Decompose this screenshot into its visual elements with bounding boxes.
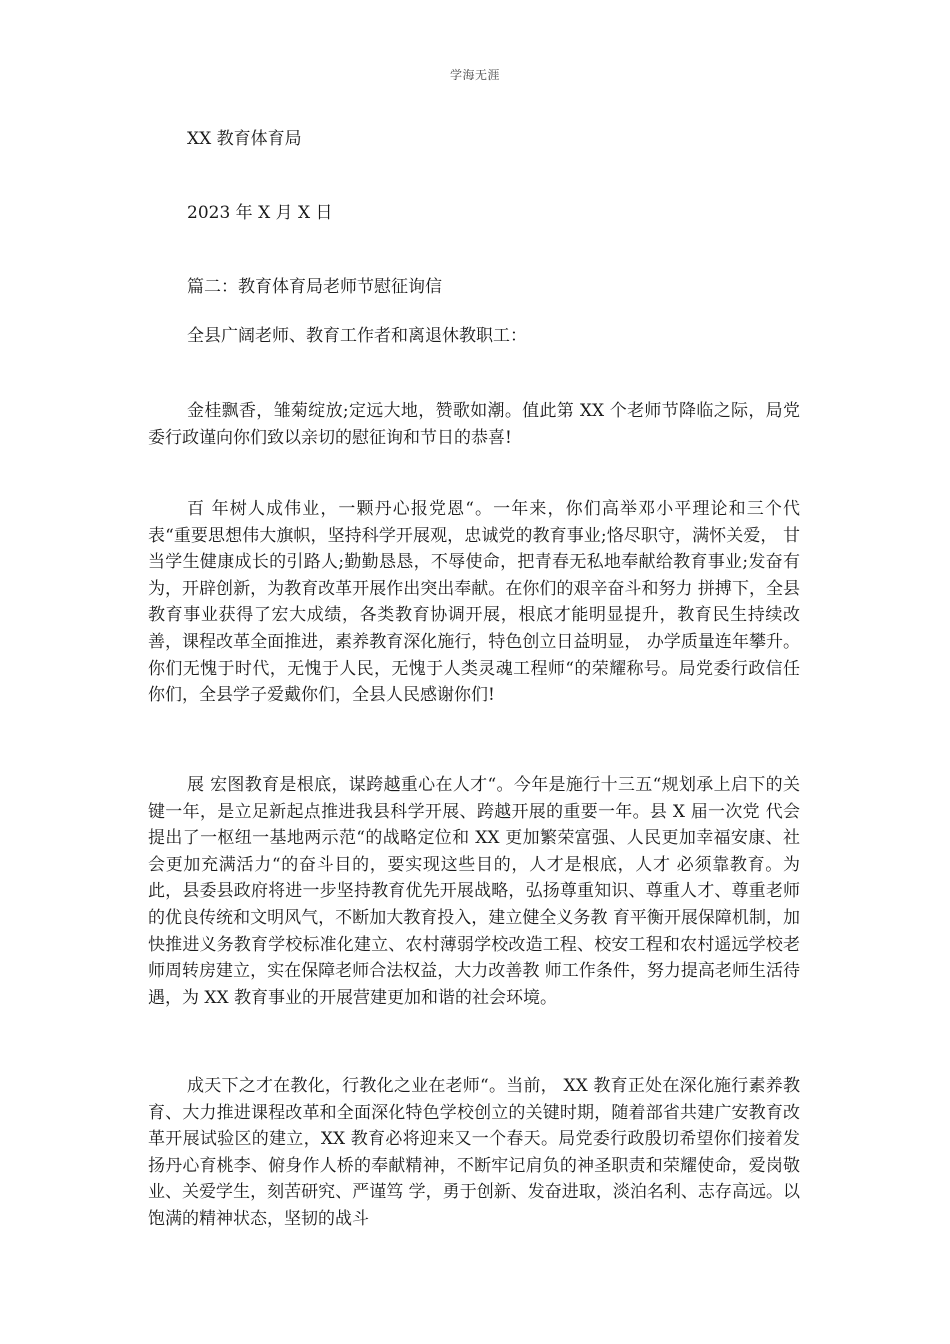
paragraph-3: 展 宏图教育是根底，谋跨越重心在人才“。今年是施行十三五“规划承上启下的关键一年，是立足新起点推进我县科学开展、跨越开展的重要一年。县 X 届一次党 代会提出了一枢纽一基地两示范“的战略定位和 XX 更加繁荣富强、人民更加幸福安康、社会更加充满活力“的奋斗目的，要实现这些目的，人才是根底，人才 必须靠教育。为此，县委县政府将进一步坚持教育优先开展战略，弘扬尊重知识、尊重人才、尊重老师的优良传统和文明风气，不断加大教育投入，建立健全义务教 育平衡开展保障机制，加快推进义务教育学校标准化建立、农村薄弱学校改造工程、校安工程和农村遥远学校老师周转房建立，实在保障老师合法权益，大力改善教 师工作条件，努力提高老师生活待遇，为 XX 教育事业的开展营建更加和谐的社会环境。: [148, 775, 800, 1008]
document-date: 2023 年 X 月 X 日: [187, 203, 333, 223]
paragraph-2: 百 年树人成伟业，一颗丹心报党恩“。一年来，你们高举邓小平理论和三个代表“重要思想伟大旗帜，坚持科学开展观，忠诚党的教育事业;恪尽职守，满怀关爱， 甘当学生健康成长的引路人;勤勤恳恳，不辱使命，把青春无私地奉献给教育事业;发奋有为，开辟创新，为教育改革开展作出突出奉献。在你们的艰辛奋斗和努力 拼搏下，全县教育事业获得了宏大成绩，各类教育协调开展，根底才能明显提升，教育民生持续改善，课程改革全面推进，素养教育深化施行，特色创立日益明显， 办学质量连年攀升。你们无愧于时代，无愧于人民，无愧于人类灵魂工程师“的荣耀称号。局党委行政信任你们，全县学子爱戴你们，全县人民感谢你们!: [148, 499, 800, 706]
organization-name: XX 教育体育局: [187, 129, 302, 149]
letter-title: 篇二：教育体育局老师节慰征询信: [187, 277, 442, 297]
paragraph-1: 金桂飘香，雏菊绽放;定远大地，赞歌如潮。值此第 XX 个老师节降临之际，局党委行政谨向你们致以亲切的慰征询和节日的恭喜!: [148, 401, 800, 448]
paragraph-4: 成天下之才在教化，行教化之业在老师“。当前， XX 教育正处在深化施行素养教育、大力推进课程改革和全面深化特色学校创立的关键时期，随着部省共建广安教育改革开展试验区的建立，XX 教育必将迎来又一个春天。局党委行政殷切希望你们接着发扬丹心育桃李、俯身作人桥的奉献精神，不断牢记肩负的神圣职责和荣耀使命，爱岗敬业、关爱学生，刻苦研究、严谨笃 学，勇于创新、发奋进取，淡泊名利、志存高远。以饱满的精神状态，坚韧的战斗: [148, 1076, 800, 1229]
page-header: 学海无涯: [449, 68, 500, 82]
letter-greeting: 全县广阔老师、教育工作者和离退休教职工：: [187, 326, 527, 346]
